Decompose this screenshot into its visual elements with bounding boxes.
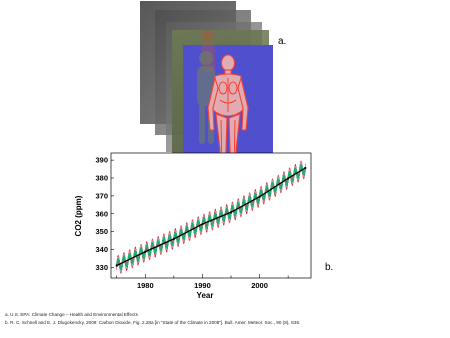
panel-label-a: a. bbox=[278, 36, 287, 47]
y-tick-label: 360 bbox=[95, 209, 108, 219]
trend-point bbox=[230, 211, 232, 213]
trend-point bbox=[144, 251, 146, 253]
trend-point bbox=[287, 177, 289, 179]
trend-point bbox=[201, 223, 203, 225]
reference-a: a. U.S. EPA: Climate Change – Health and Environmental Effects bbox=[5, 312, 138, 317]
trend-point bbox=[173, 238, 175, 240]
chart-plot-area bbox=[111, 153, 311, 278]
x-tick-label: 1980 bbox=[136, 281, 154, 290]
reference-b: b. R. C. Schnell and E. J. Dlugokencky, 2009: Carbon Dioxide, Fig. 2.28a [in "State of the Climate in 2008"]. Bull. Amer. Meteor. Soc., 90 (8), S36. bbox=[5, 320, 301, 325]
references bbox=[5, 311, 445, 327]
x-tick-label: 1990 bbox=[194, 281, 211, 290]
y-tick-label: 390 bbox=[95, 155, 108, 165]
y-tick-label: 330 bbox=[95, 262, 108, 272]
panel-label-b: b. bbox=[325, 262, 334, 273]
x-axis-title: Year bbox=[196, 291, 214, 300]
x-tick-label: 2000 bbox=[251, 281, 268, 290]
y-tick-label: 350 bbox=[95, 227, 108, 237]
trend-point bbox=[116, 264, 118, 266]
y-axis-title: CO2 (ppm) bbox=[74, 195, 83, 237]
trend-point bbox=[304, 167, 306, 169]
y-tick-label: 340 bbox=[95, 245, 108, 255]
trend-point bbox=[258, 196, 260, 198]
y-tick-label: 380 bbox=[95, 173, 108, 183]
y-tick-label: 370 bbox=[95, 191, 108, 201]
